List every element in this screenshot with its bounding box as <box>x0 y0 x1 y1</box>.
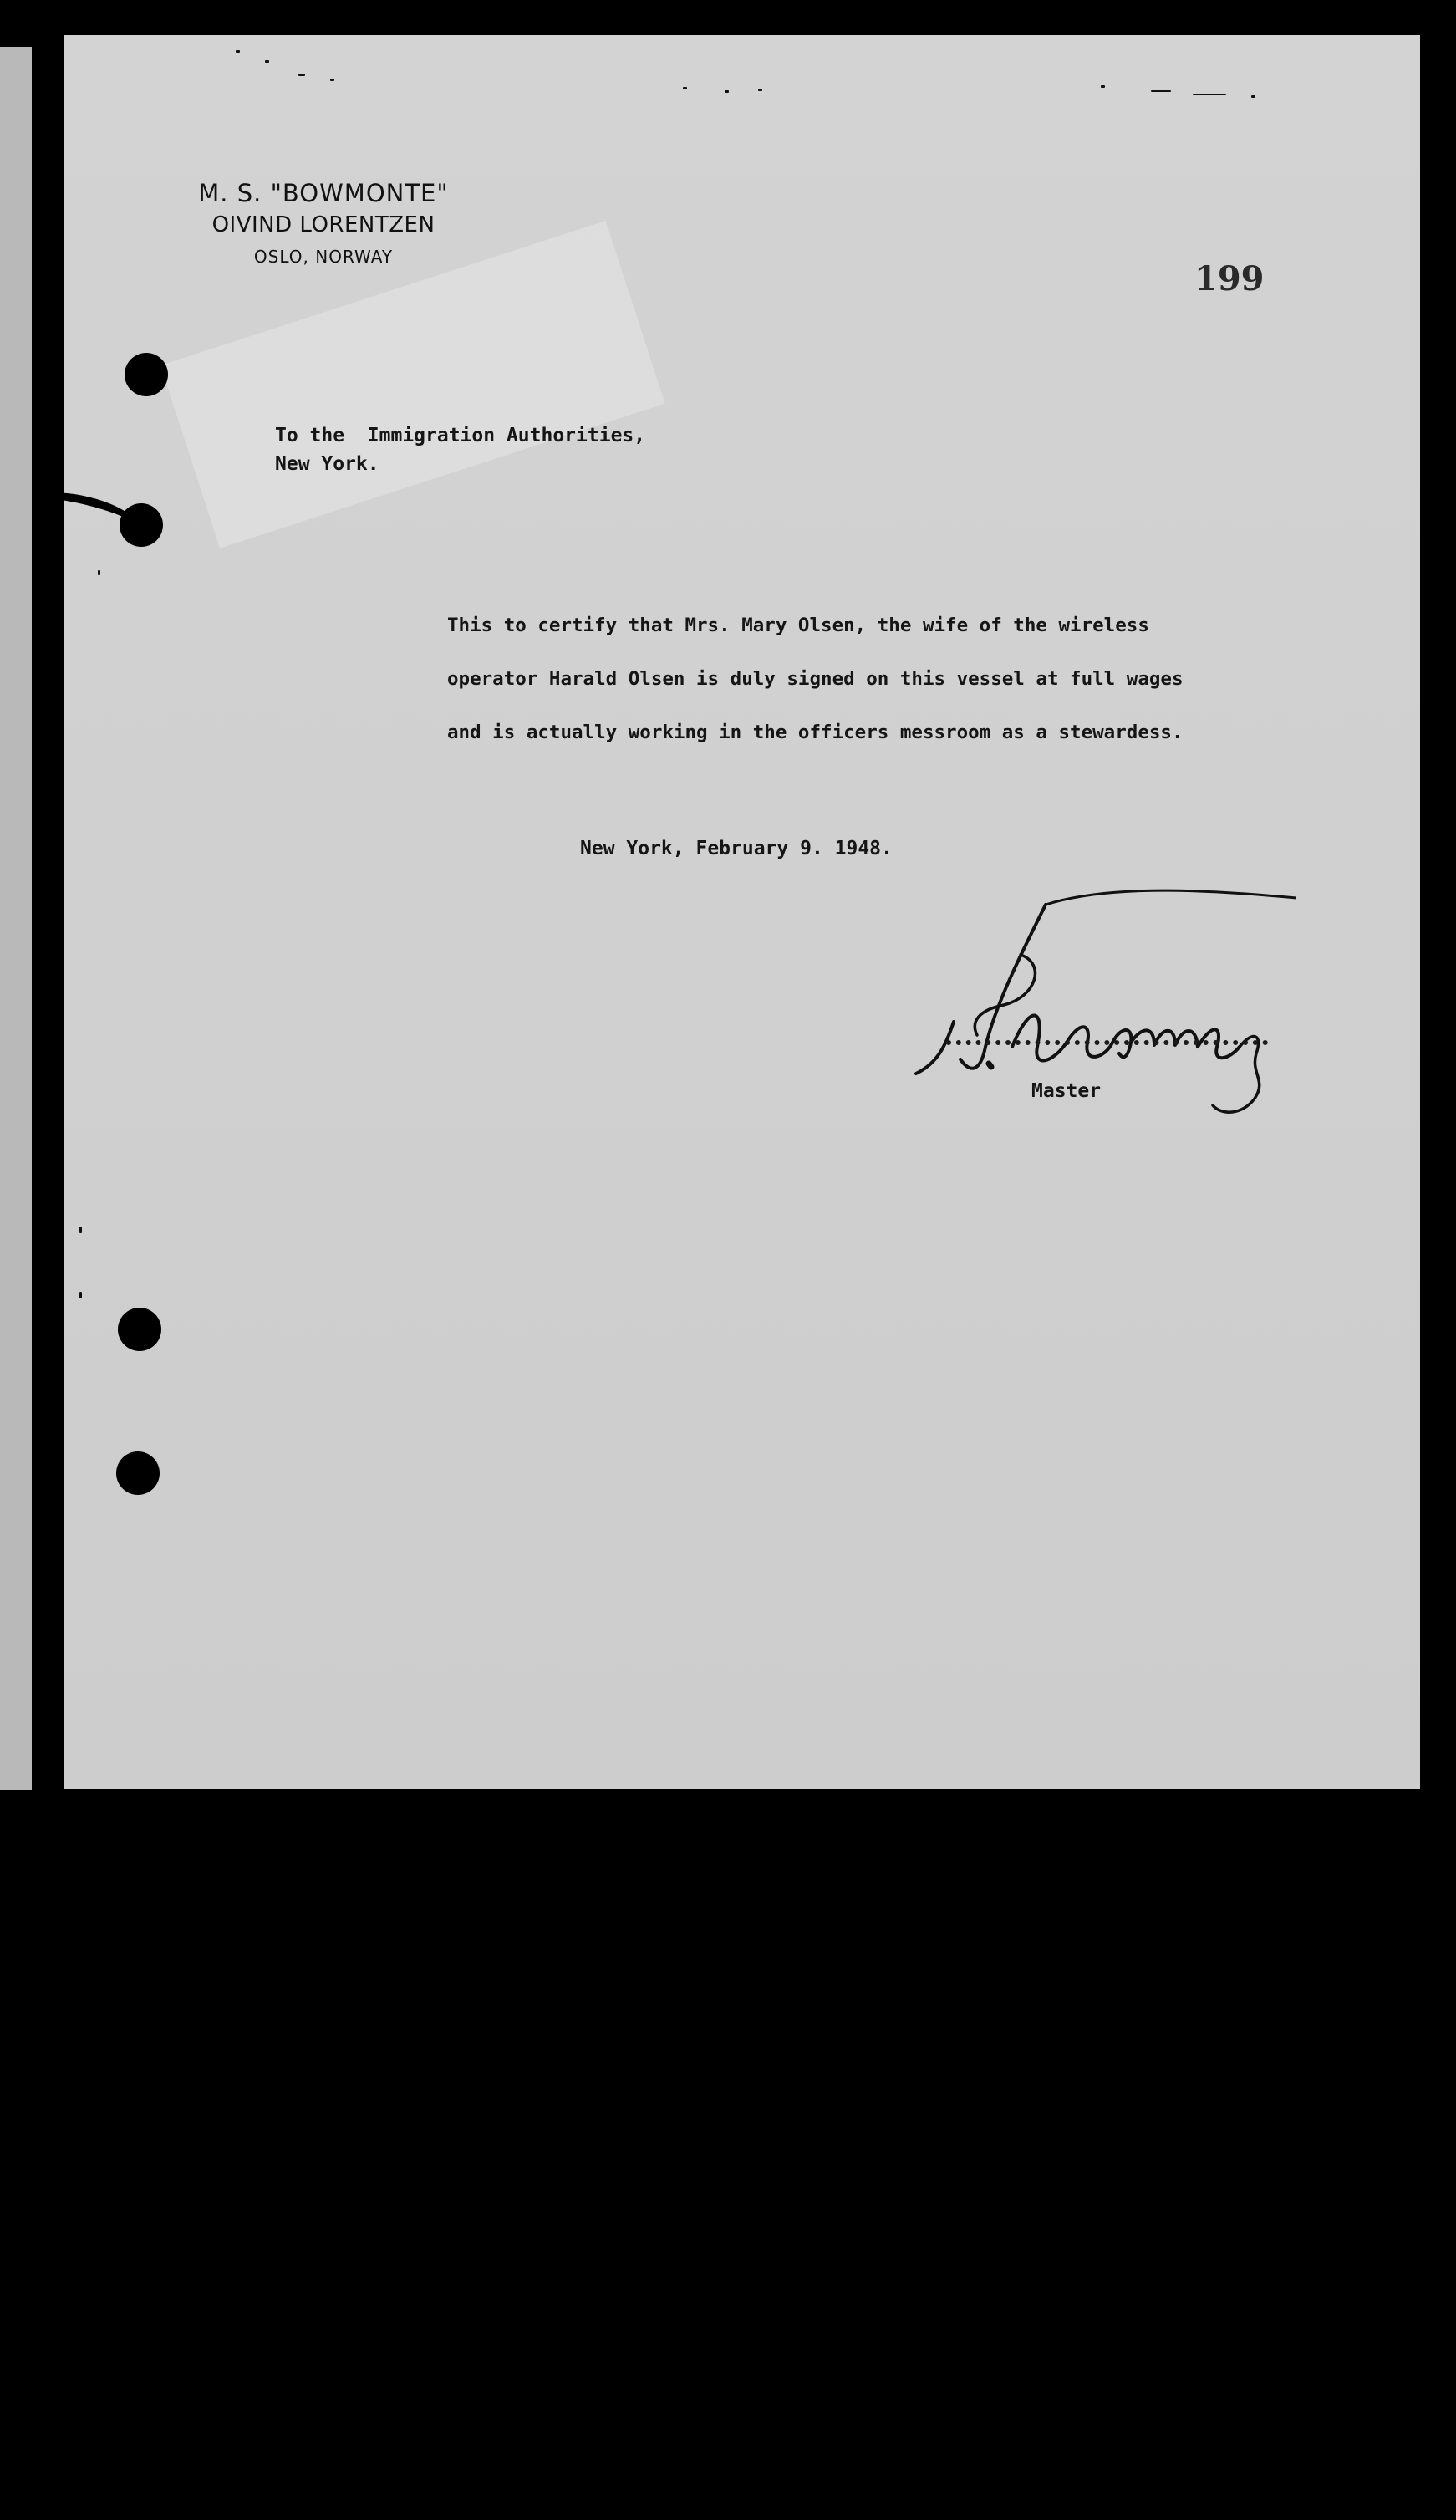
punch-hole <box>116 1451 160 1495</box>
ink-speck <box>758 89 762 91</box>
page-number: 199 <box>1194 259 1265 298</box>
addressee-line: To the Immigration Authorities, <box>275 425 646 446</box>
ink-speck <box>236 50 240 53</box>
letterhead <box>190 177 457 273</box>
letterhead-city: OSLO, NORWAY <box>253 247 394 267</box>
punch-hole <box>118 1308 161 1351</box>
signature-line <box>946 1040 1268 1045</box>
ink-speck <box>683 87 687 89</box>
ink-speck <box>1193 94 1226 95</box>
handwritten-signature <box>912 854 1296 1130</box>
ink-speck <box>1101 85 1105 88</box>
ink-speck <box>1251 95 1255 98</box>
addressee-line: New York. <box>275 453 379 475</box>
adjacent-page-edge <box>0 47 32 1790</box>
ink-speck <box>1151 90 1171 92</box>
letter-body <box>447 599 1184 759</box>
ink-speck <box>725 90 729 93</box>
body-line: operator Harald Olsen is duly signed on this vessel at full wages <box>447 668 1184 690</box>
letterhead-owner: OIVIND LORENTZEN <box>211 212 435 237</box>
ink-speck <box>330 79 334 81</box>
letterhead-ship-name: M. S. "BOWMONTE" <box>198 179 449 207</box>
ink-speck <box>98 570 100 575</box>
ink-speck <box>265 60 269 63</box>
ink-speck <box>79 1292 82 1298</box>
scan-gap <box>32 33 65 1798</box>
date-line: New York, February 9. 1948. <box>580 838 893 860</box>
ink-speck <box>79 1227 82 1233</box>
body-line: This to certify that Mrs. Mary Olsen, the wife of the wireless <box>447 615 1149 636</box>
body-line: and is actually working in the officers messroom as a stewardess. <box>447 722 1184 743</box>
signature-title: Master <box>1031 1080 1102 1102</box>
letter-page <box>64 35 1420 1789</box>
ink-speck <box>298 74 305 76</box>
punch-hole <box>125 353 168 396</box>
punch-hole <box>120 503 163 547</box>
addressee <box>275 421 645 478</box>
